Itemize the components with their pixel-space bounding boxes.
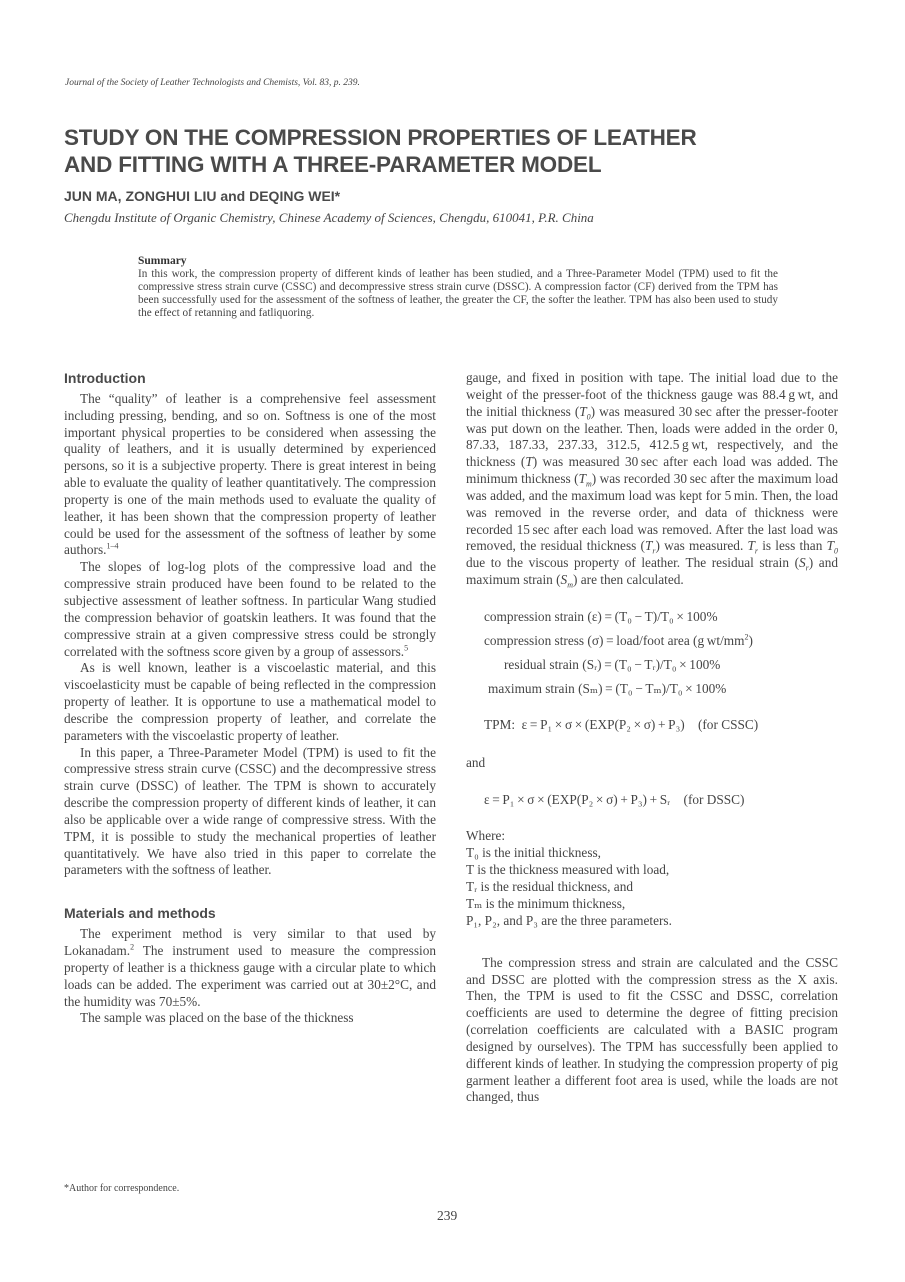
equation-compression-strain: compression strain (ε) = (T₀ − T)/T₀ × 100% bbox=[484, 608, 718, 624]
and-connector: and bbox=[466, 754, 486, 770]
right-column bbox=[466, 370, 838, 1106]
article-title bbox=[64, 124, 854, 178]
authors: JUN MA, ZONGHUI LIU and DEQING WEI* bbox=[64, 188, 341, 204]
materials-paragraph-2-continued: gauge, and fixed in position with tape. The initial load due to the weight of the presser-foot of the thickness gauge was 88.4 g wt, and the initial thickness $(T_0)$ was measured 30 sec after the presser-footer was put down on the leather. Then, loads were added in the order 0, 87.33, 187.33, 237.33, 312.5, 412.5 g wt, respectively, and the thickness (T) was measured 30 sec after each load was added. The minimum thickness $(T_m)$ was recorded 30 sec after the maximum load was added, and the maximum load was kept for 5 min. Then, the load was removed in the reverse order, and data of thickness were recorded 15 sec after each load was removed. After the last load was removed, the residual thickness $(T_r)$ was measured. $T_r$ is less than $T_0$ due to the viscous property of leather. The residual strain $(S_r)$ and maximum strain $(S_m)$ are then calculated. bbox=[466, 370, 839, 590]
where-item-tr: Tᵣ is the residual thickness, and bbox=[466, 878, 634, 894]
equations-block bbox=[484, 605, 838, 737]
summary-text: In this work, the compression property of different kinds of leather has been studied, and a Three-Parameter Model (TPM) used to fit the compressive stress strain curve (CSSC) and decompressive stress strain curve (DSSC). A compression factor (CF) derived from the TPM has been successfully used for the assessment of the softness of leather, the greater the CF, the softer the leather. TPM has also been used to study the effect of retanning and fatliquoring. bbox=[138, 268, 778, 319]
where-definitions bbox=[466, 827, 838, 929]
equation-residual-strain: residual strain (Sᵣ) = (T₀ − Tᵣ)/T₀ × 100% bbox=[504, 656, 721, 672]
where-heading: Where: bbox=[466, 827, 506, 843]
intro-paragraph-2: The slopes of log-log plots of the compressive load and the compressive strain produced have been found to be related to the subjective assessment of leather softness. In particular Wang studied the compression behavior of goatskin leathers. It was found that the compressive strain at a given compressive stress could be strongly correlated with the softness score given by a group of assessors.$^5$ bbox=[64, 559, 436, 659]
summary-heading: Summary bbox=[138, 255, 187, 267]
footnote: *Author for correspondence. bbox=[64, 1183, 180, 1194]
materials-heading: Materials and methods bbox=[64, 905, 216, 922]
where-item-params: P₁, P₂, and P₃ are the three parameters. bbox=[466, 912, 672, 928]
intro-paragraph-3: As is well known, leather is a viscoelastic material, and this viscoelasticity must be capable of being reflected in the compression property of leather. It is opportune to use a mathematical model to describe the compression property of leather, and correlate the parameters with the viscoelastic property of leather. bbox=[64, 660, 436, 743]
left-column bbox=[64, 370, 436, 1027]
where-item-t0: T₀ is the initial thickness, bbox=[466, 844, 602, 860]
equation-tpm-dssc: ε = P₁ × σ × (EXP(P₂ × σ) + P₃) + Sᵣ (for DSSC) bbox=[484, 791, 745, 807]
journal-citation: Journal of the Society of Leather Technologists and Chemists, Vol. 83, p. 239. bbox=[65, 78, 360, 88]
intro-paragraph-1: The “quality” of leather is a comprehensive feel assessment including pressing, bending, and so on. Softness is one of the most important physical properties to be considered when assessing the quality of leathers, and it is usually determined by experienced persons, so it is a subjective property. There is great interest in being able to evaluate the quality of leather quantitatively. The compression property is one of the main methods used to evaluate the quality of leather, it has been shown that the compression property of leather could be used for the assessment of the softness of leather by some authors.$^{1-4}$ bbox=[64, 390, 436, 558]
affiliation: Chengdu Institute of Organic Chemistry, Chinese Academy of Sciences, Chengdu, 610041, P.R. China bbox=[64, 210, 594, 225]
equation-maximum-strain: maximum strain (Sₘ) = (T₀ − Tₘ)/T₀ × 100% bbox=[488, 680, 727, 696]
introduction-heading: Introduction bbox=[64, 370, 146, 386]
materials-paragraph-2-start: The sample was placed on the base of the thickness bbox=[80, 1010, 354, 1026]
where-item-tm: Tₘ is the minimum thickness, bbox=[466, 895, 626, 911]
summary-block bbox=[138, 255, 778, 320]
where-item-t: T is the thickness measured with load, bbox=[466, 861, 670, 877]
intro-paragraph-4: In this paper, a Three-Parameter Model (TPM) is used to fit the compressive stress strain curve (CSSC) and the decompressive stress strain curve (DSSC) of leather. The TPM is shown to accurately describe the compression property of different kinds of leather, it can also be applicable over a wide range of compressive stress. With the TPM, it is possible to study the mechanical properties of leather quantitatively. We have also tried in this paper to correlate the parameters with the softness of leather. bbox=[64, 744, 436, 878]
materials-paragraph-1: The experiment method is very similar to that used by Lokanadam.$^2$ The instrument used to measure the compression property of leather is a thickness gauge with a circular plate to which loads can be added. The experiment was carried out at 30±2°C, and the humidity was 70±5%. bbox=[64, 926, 436, 1009]
equation-tpm-cssc: TPM: ε = P₁ × σ × (EXP(P₂ × σ) + P₃) (for CSSC) bbox=[484, 716, 759, 732]
title-line-2: AND FITTING WITH A THREE-PARAMETER MODEL bbox=[64, 152, 602, 177]
title-line-1: STUDY ON THE COMPRESSION PROPERTIES OF LEATHER bbox=[64, 125, 697, 150]
page-number: 239 bbox=[437, 1208, 458, 1223]
equation-compression-stress: compression stress (σ) = load/foot area (g $wt/mm^2$) bbox=[484, 632, 753, 648]
results-paragraph: The compression stress and strain are calculated and the CSSC and DSSC are plotted with the compression stress as the X axis. Then, the TPM is used to fit the CSSC and DSSC, correlation coefficients are used to determine the degree of fitting precision (correlation coefficients are calculated with a BASIC program designed by ourselves). The TPM has successfully been applied to different kinds of leather. In studying the compression property of pig garment leather a different foot area is used, while the loads are not changed, thus bbox=[466, 954, 838, 1105]
